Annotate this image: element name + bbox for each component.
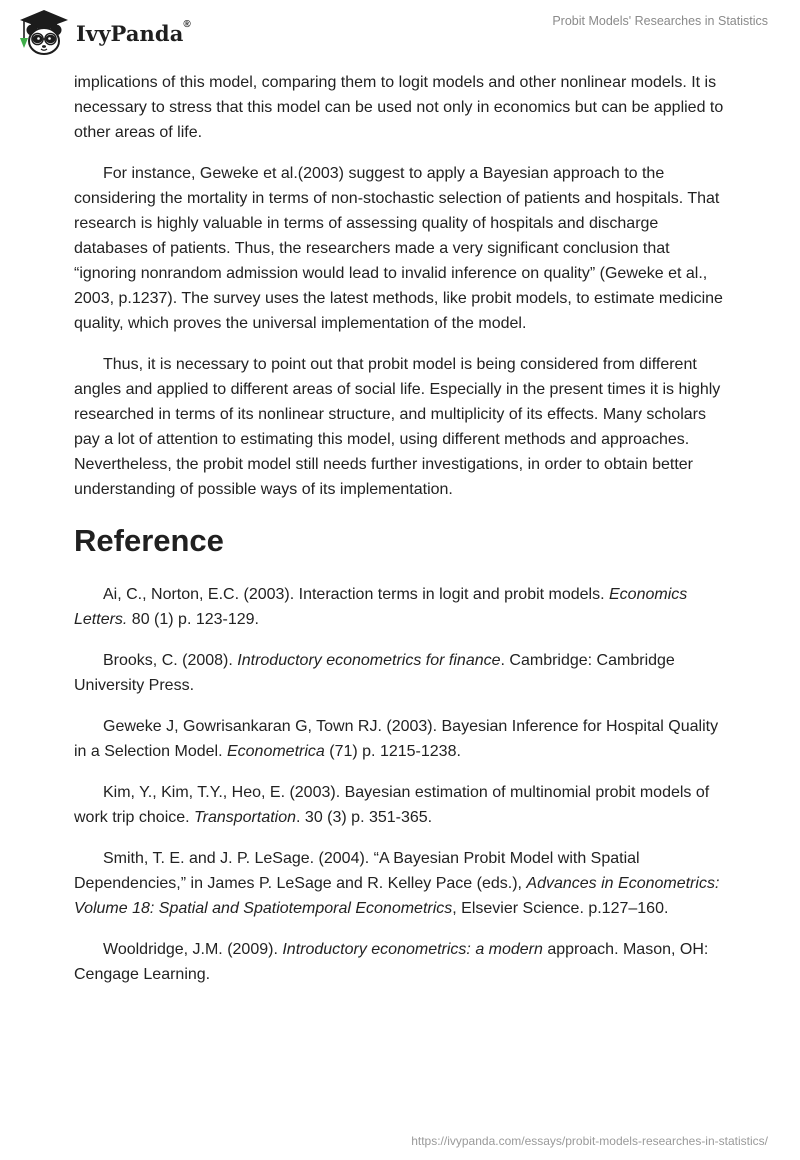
reference-text: Geweke J, Gowrisankaran G, Town RJ. (2003). Bayesian Inference for Hospital Quality in a Selection Model. xyxy=(74,718,719,760)
reference-text: Wooldridge, J.M. (2009). xyxy=(103,941,283,958)
reference-item xyxy=(74,648,728,698)
reference-source: Advances in Econometrics: Volume 18: Spatial and Spatiotemporal Econometrics xyxy=(74,875,720,917)
reference-source: Economics Letters. xyxy=(74,586,688,628)
essay-content xyxy=(74,70,728,1003)
reference-text: Brooks, C. (2008). xyxy=(103,652,238,669)
page-header xyxy=(0,0,800,70)
document-title: Probit Models' Researches in Statistics xyxy=(552,14,768,28)
reference-details: . 30 (3) p. 351-365. xyxy=(296,809,433,826)
reference-details: . Cambridge: Cambridge University Press. xyxy=(74,652,675,694)
body-paragraph-1: implications of this model, comparing them to logit models and other nonlinear models. It is necessary to stress that this model can be used not only in economics but can be applied to other areas of life. xyxy=(74,74,724,141)
brand-name-text: IvyPanda xyxy=(76,20,184,46)
reference-details: 80 (1) p. 123-129. xyxy=(127,611,259,628)
reference-item xyxy=(74,714,728,764)
brand-name xyxy=(76,18,191,46)
reference-item xyxy=(74,582,728,632)
reference-item xyxy=(74,937,728,987)
reference-text: Kim, Y., Kim, T.Y., Heo, E. (2003). Bayesian estimation of multinomial probit models of work trip choice. xyxy=(74,784,710,826)
body-paragraph-2: For instance, Geweke et al.(2003) suggest to apply a Bayesian approach to the considering the mortality in terms of non-stochastic selection of patients and hospitals. That research is highly valuable in terms of assessing quality of hospitals and discharge databases of patients. Thus, the researchers made a very significant conclusion that “ignoring nonrandom admission would lead to invalid inference on quality” (Geweke et al., 2003, p.1237). The survey uses the latest methods, like probit models, to estimate medicine quality, which proves the universal implementation of the model. xyxy=(74,165,723,332)
reference-source: Transportation xyxy=(194,809,297,826)
reference-list xyxy=(74,582,728,987)
reference-source: Introductory econometrics for finance xyxy=(237,652,501,669)
reference-text: Smith, T. E. and J. P. LeSage. (2004). “A Bayesian Probit Model with Spatial Dependencies,” in James P. LeSage and R. Kelley Pace (eds.), xyxy=(74,850,640,892)
body-paragraph-3: Thus, it is necessary to point out that probit model is being considered from different angles and applied to different areas of social life. Especially in the present times it is highly researched in terms of its nonlinear structure, and multiplicity of its effects. Many scholars pay a lot of attention to estimating this model, using different methods and approaches. Nevertheless, the probit model still needs further investigations, in order to obtain better understanding of possible ways of its implementation. xyxy=(74,356,721,498)
reference-details: , Elsevier Science. p.127–160. xyxy=(452,900,669,917)
panda-graduation-cap-icon xyxy=(14,8,74,58)
reference-item xyxy=(74,846,728,921)
reference-details: (71) p. 1215-1238. xyxy=(324,743,461,760)
reference-source: Econometrica xyxy=(226,743,325,760)
reference-heading: Reference xyxy=(74,523,224,558)
brand-logo[interactable] xyxy=(14,8,191,58)
reference-text: Ai, C., Norton, E.C. (2003). Interaction terms in logit and probit models. xyxy=(103,586,609,603)
reference-item xyxy=(74,780,728,830)
reference-details: approach. Mason, OH: Cengage Learning. xyxy=(74,941,709,983)
registered-mark: ® xyxy=(183,18,191,30)
source-url-link[interactable]: https://ivypanda.com/essays/probit-models-researches-in-statistics/ xyxy=(411,1134,768,1148)
reference-source: Introductory econometrics: a modern xyxy=(282,941,543,958)
